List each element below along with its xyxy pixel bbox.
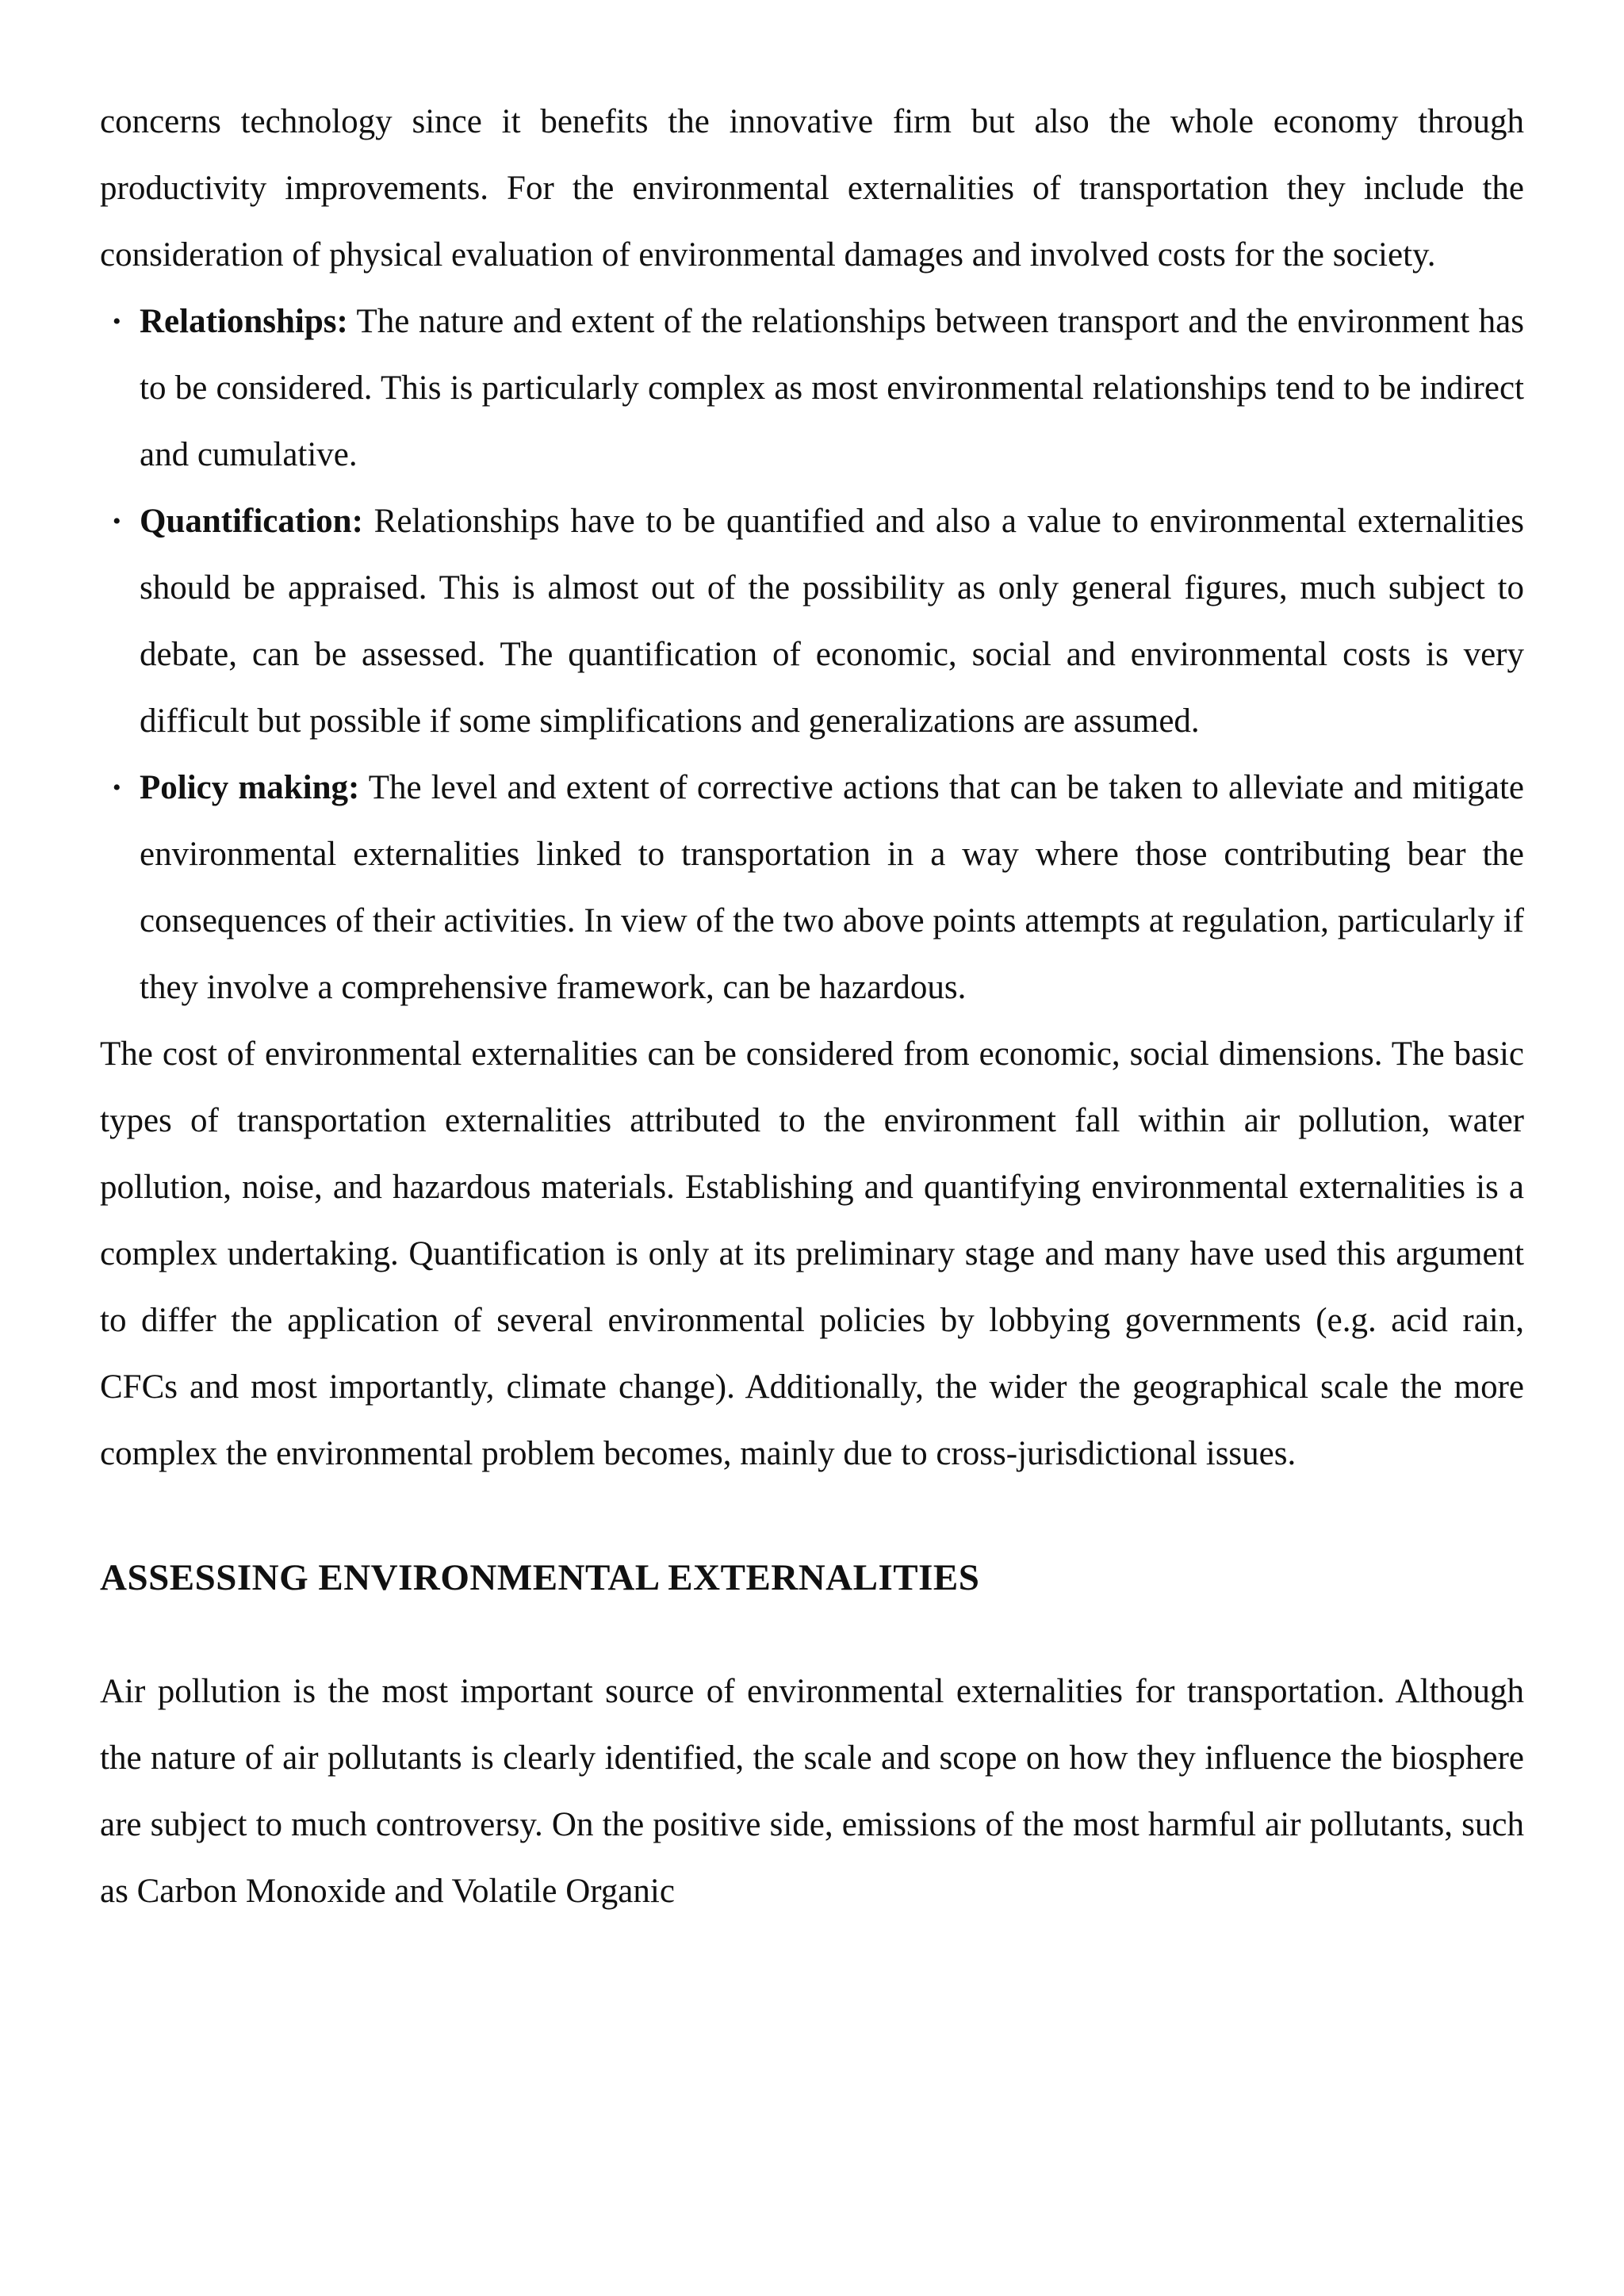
bullet-icon: • bbox=[113, 508, 121, 534]
cost-paragraph: The cost of environmental externalities can be considered from economic, social dimensions. The basic types of transportation externalities attributed to the environment fall within air pollution, water pollution, noise, and hazardous materials. Establishing and quantifying environmental externalities is a complex undertaking. Quantification is only at its preliminary stage and many have used this argument to differ the application of several environmental policies by lobbying governments (e.g. acid rain, CFCs and most importantly, climate change). Additionally, the wider the geographical scale the more complex the environmental problem becomes, mainly due to cross-jurisdictional issues. bbox=[100, 1035, 1524, 1472]
bullet-term: Policy making: bbox=[140, 769, 360, 806]
document-page bbox=[100, 89, 1524, 1925]
bullet-term: Quantification: bbox=[140, 503, 363, 540]
bullet-icon: • bbox=[113, 308, 121, 335]
bullet-list bbox=[100, 289, 1524, 1021]
bullet-text: The level and extent of corrective actions that can be taken to alleviate and mitigate environmental externalities linked to transportation in a way where those contributing bear the consequences of their activities. In view of the two above points attempts at regulation, particularly if they involve a comprehensive framework, can be hazardous. bbox=[140, 769, 1524, 1006]
bullet-text: Relationships have to be quantified and also a value to environmental externalities should be appraised. This is almost out of the possibility as only general figures, much subject to debate, can be assessed. The quantification of economic, social and environmental costs is very difficult but possible if some simplifications and generalizations are assumed. bbox=[140, 503, 1524, 740]
bullet-text: The nature and extent of the relationships between transport and the environment has to be considered. This is particularly complex as most environmental relationships tend to be indirect and cumulative. bbox=[140, 303, 1524, 473]
air-pollution-paragraph: Air pollution is the most important source of environmental externalities for transportation. Although the nature of air pollutants is clearly identified, the scale and scope on how they influence the biosphere are subject to much controversy. On the positive side, emissions of the most harmful air pollutants, such as Carbon Monoxide and Volatile Organic bbox=[100, 1673, 1524, 1910]
bullet-term: Relationships: bbox=[140, 303, 348, 340]
bullet-item-quantification bbox=[100, 488, 1524, 755]
bullet-item-relationships bbox=[100, 289, 1524, 488]
intro-paragraph: concerns technology since it benefits the innovative firm but also the whole economy through productivity improvements. For the environmental externalities of transportation they include the consideration of physical evaluation of environmental damages and involved costs for the society. bbox=[100, 103, 1524, 274]
bullet-item-policy-making bbox=[100, 755, 1524, 1021]
bullet-icon: • bbox=[113, 775, 121, 801]
section-heading: ASSESSING ENVIRONMENTAL EXTERNALITIES bbox=[100, 1557, 980, 1598]
